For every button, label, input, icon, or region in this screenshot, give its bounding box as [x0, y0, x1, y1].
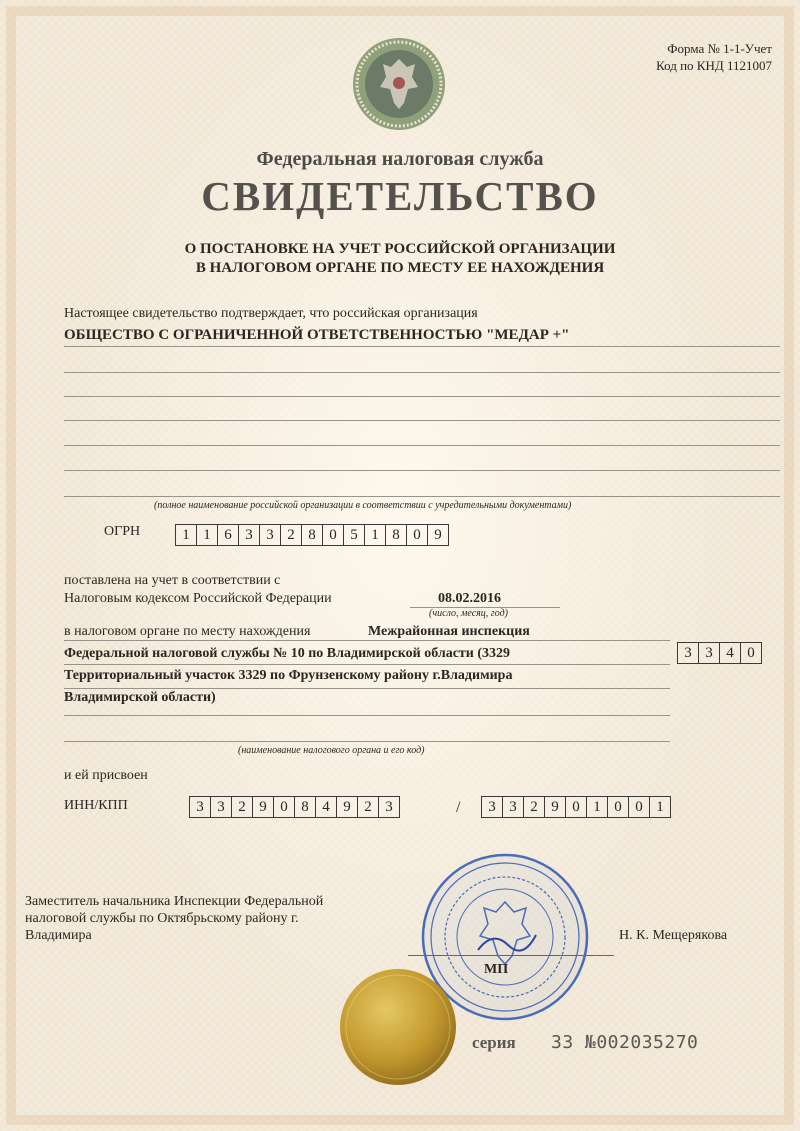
- name-line-1: [64, 346, 780, 347]
- organization-name-note: (полное наименование российской организации в соответствии с учредительными документами): [154, 500, 572, 511]
- organization-intro: Настоящее свидетельство подтверждает, что российская организация: [64, 306, 478, 321]
- position-line-1: Заместитель начальника Инспекции Федеральной: [25, 894, 324, 909]
- inn-digit: 3: [189, 796, 211, 818]
- registration-text-1: поставлена на учет в соответствии с: [64, 573, 281, 588]
- inn-digit: 8: [294, 796, 316, 818]
- inn-digit: 9: [252, 796, 274, 818]
- document-subtitle: [0, 240, 800, 278]
- authority-line-2: [64, 664, 670, 665]
- inn-digit: 4: [315, 796, 337, 818]
- subtitle-line-2: В НАЛОГОВОМ ОРГАНЕ ПО МЕСТУ ЕЕ НАХОЖДЕНИЯ: [195, 260, 605, 276]
- ogrn-digit: 8: [385, 524, 407, 546]
- ogrn-digit: 1: [196, 524, 218, 546]
- ogrn-digit: 5: [343, 524, 365, 546]
- ogrn-digit: 0: [322, 524, 344, 546]
- document-title: СВИДЕТЕЛЬСТВО: [201, 173, 599, 219]
- fns-emblem-icon: [352, 37, 446, 131]
- signature-line: [408, 955, 614, 956]
- inn-kpp-separator: /: [456, 799, 461, 816]
- inn-kpp-label: ИНН/КПП: [64, 798, 128, 813]
- assigned-text: и ей присвоен: [64, 768, 148, 783]
- name-line-6: [64, 470, 780, 471]
- kpp-digit: 1: [586, 796, 608, 818]
- name-line-5: [64, 445, 780, 446]
- knd-code: Код по КНД 1121007: [656, 58, 772, 73]
- inn-digit: 0: [273, 796, 295, 818]
- ogrn-boxes: [175, 524, 449, 546]
- gold-seal-icon: [338, 967, 458, 1087]
- name-line-2: [64, 372, 780, 373]
- authority-line-4: [64, 715, 670, 716]
- tax-authority-note: (наименование налогового органа и его код): [238, 745, 425, 756]
- tax-authority-intro: в налоговом органе по месту нахождения: [64, 624, 311, 639]
- inn-digit: 2: [231, 796, 253, 818]
- inn-digit: 2: [357, 796, 379, 818]
- ogrn-digit: 3: [238, 524, 260, 546]
- position-line-3: Владимира: [25, 928, 92, 943]
- series-label: серия: [472, 1033, 516, 1052]
- tax-authority-line-3: Территориальный участок 3329 по Фрунзенскому району г.Владимира: [64, 668, 513, 683]
- ogrn-digit: 6: [217, 524, 239, 546]
- tax-authority-code-digit: 3: [677, 642, 699, 664]
- signatory-position: [25, 893, 323, 944]
- kpp-digit: 2: [523, 796, 545, 818]
- form-number: Форма № 1-1-Учет: [667, 41, 772, 56]
- subtitle-line-1: О ПОСТАНОВКЕ НА УЧЕТ РОССИЙСКОЙ ОРГАНИЗАЦИИ: [184, 241, 616, 257]
- kpp-boxes: [481, 796, 671, 818]
- ogrn-digit: 0: [406, 524, 428, 546]
- series-number: 33 №002035270: [551, 1032, 699, 1053]
- tax-authority-line-2: Федеральной налоговой службы № 10 по Владимирской области (3329: [64, 646, 511, 661]
- tax-authority-line-1: Межрайонная инспекция: [368, 624, 530, 639]
- ogrn-label: ОГРН: [104, 524, 141, 539]
- name-line-7: [64, 496, 780, 497]
- ogrn-digit: 2: [280, 524, 302, 546]
- authority-line-3: [64, 688, 670, 689]
- kpp-digit: 3: [481, 796, 503, 818]
- kpp-digit: 9: [544, 796, 566, 818]
- inn-digit: 3: [378, 796, 400, 818]
- position-line-2: налоговой службы по Октябрьскому району г.: [25, 911, 299, 926]
- name-line-3: [64, 396, 780, 397]
- inn-digit: 3: [210, 796, 232, 818]
- tax-authority-code-digit: 3: [698, 642, 720, 664]
- kpp-digit: 0: [565, 796, 587, 818]
- ogrn-digit: 3: [259, 524, 281, 546]
- ogrn-digit: 9: [427, 524, 449, 546]
- registration-text-2: Налоговым кодексом Российской Федерации: [64, 591, 332, 606]
- ogrn-digit: 8: [301, 524, 323, 546]
- inn-digit: 9: [336, 796, 358, 818]
- signatory-name: Н. К. Мещерякова: [619, 928, 728, 943]
- inn-boxes: [189, 796, 400, 818]
- kpp-digit: 1: [649, 796, 671, 818]
- kpp-digit: 0: [607, 796, 629, 818]
- ogrn-digit: 1: [364, 524, 386, 546]
- tax-authority-line-4: Владимирской области): [64, 690, 216, 705]
- kpp-digit: 0: [628, 796, 650, 818]
- ogrn-digit: 1: [175, 524, 197, 546]
- tax-authority-code-digit: 0: [740, 642, 762, 664]
- authority-line-5: [64, 741, 670, 742]
- form-info: [656, 40, 772, 74]
- name-line-4: [64, 420, 780, 421]
- tax-authority-code-digit: 4: [719, 642, 741, 664]
- organization-name: ОБЩЕСТВО С ОГРАНИЧЕННОЙ ОТВЕТСТВЕННОСТЬЮ "МЕДАР +": [64, 327, 570, 343]
- authority-line-1: [64, 640, 670, 641]
- tax-authority-code-boxes: [677, 642, 762, 664]
- service-name: Федеральная налоговая служба: [256, 148, 544, 170]
- registration-date: 08.02.2016: [438, 591, 501, 606]
- mp-label: МП: [484, 962, 509, 977]
- kpp-digit: 3: [502, 796, 524, 818]
- date-note: (число, месяц, год): [429, 608, 508, 619]
